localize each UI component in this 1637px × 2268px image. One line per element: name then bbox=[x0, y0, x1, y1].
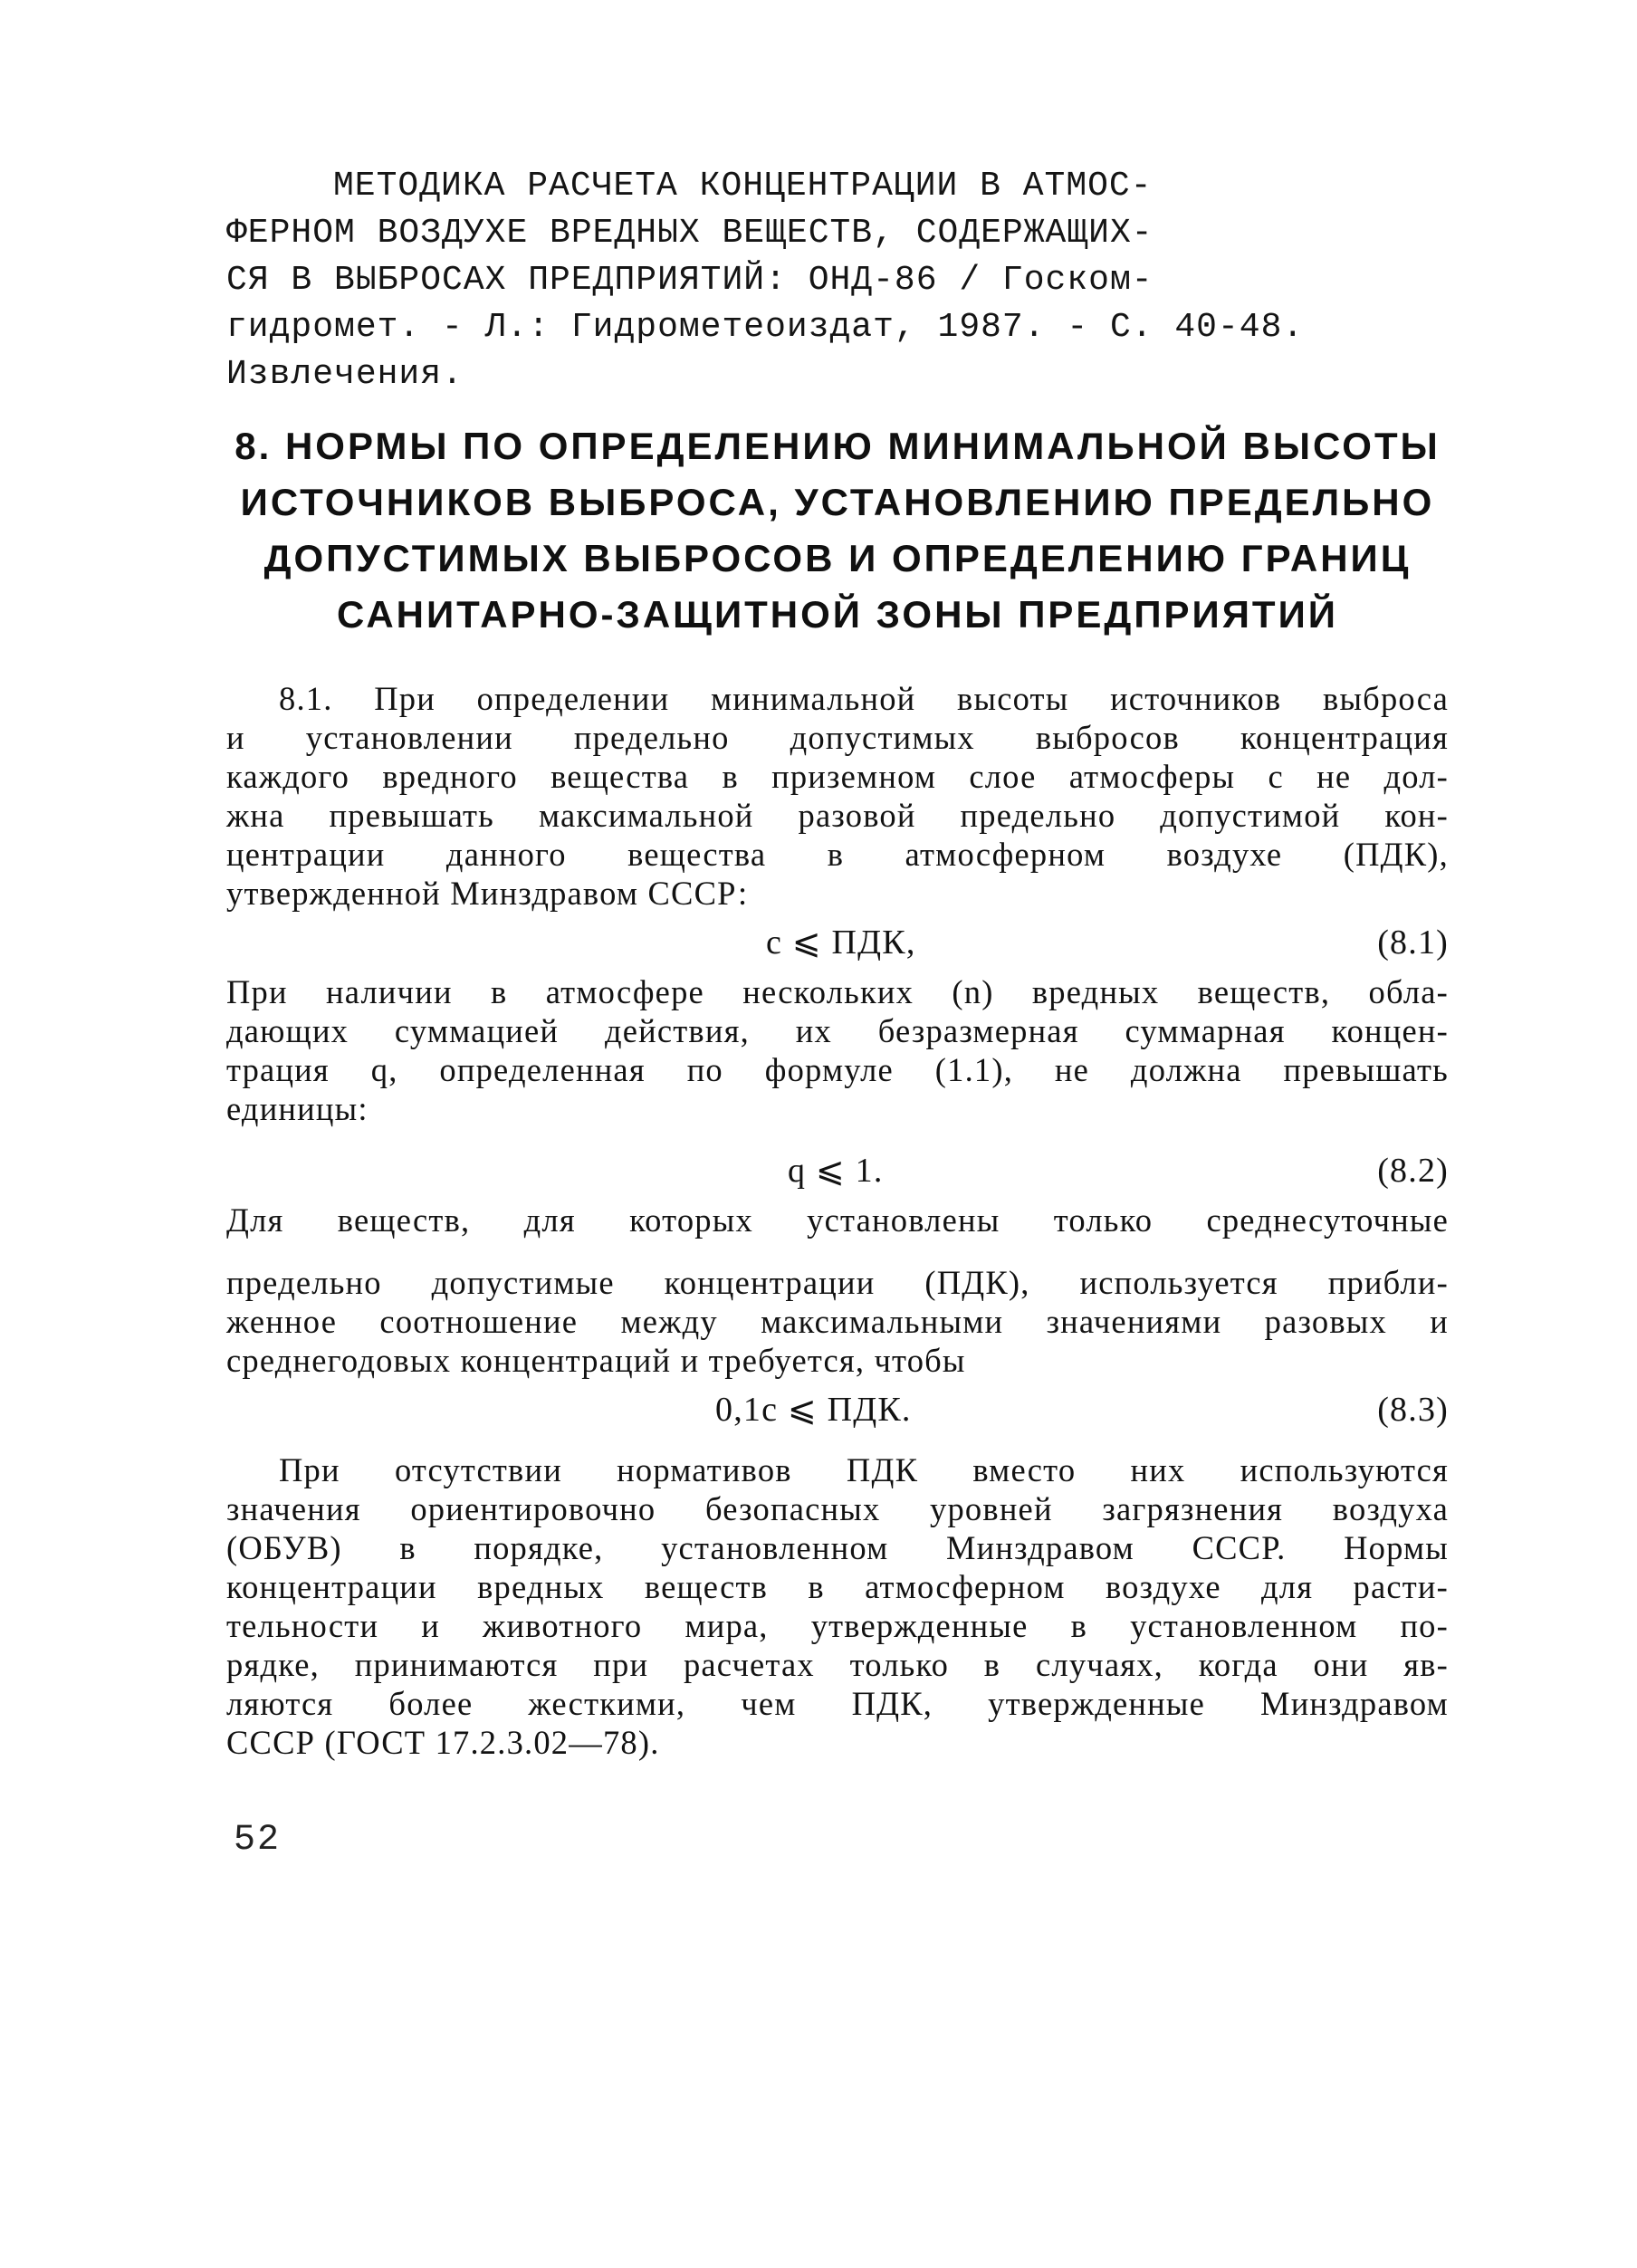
text-line: ляются более жесткими, чем ПДК, утвержденные Минздравом bbox=[226, 1685, 1449, 1722]
heading-line: ИСТОЧНИКОВ ВЫБРОСА, УСТАНОВЛЕНИЮ ПРЕДЕЛЬНО bbox=[240, 481, 1435, 523]
formula-8-1 bbox=[226, 916, 1449, 969]
spacer bbox=[226, 1239, 1449, 1263]
paragraph-daily-average bbox=[226, 1201, 1449, 1380]
text-line: утвержденной Минздравом СССР: bbox=[226, 875, 749, 912]
formula-expression: q ⩽ 1. bbox=[788, 1152, 884, 1190]
text-line: концентрации вредных веществ в атмосферном воздухе для расти- bbox=[226, 1568, 1449, 1605]
text-line: Для веществ, для которых установлены только среднесуточные bbox=[226, 1201, 1449, 1239]
body-text bbox=[226, 679, 1449, 1762]
citation-line: ФЕРНОМ ВОЗДУХЕ ВРЕДНЫХ ВЕЩЕСТВ, СОДЕРЖАЩИХ- bbox=[226, 214, 1154, 253]
bibliographic-citation bbox=[226, 163, 1313, 398]
paragraph-obuv bbox=[226, 1450, 1449, 1762]
formula-8-3 bbox=[226, 1383, 1449, 1436]
paragraph-8-1 bbox=[226, 679, 1449, 913]
text-line: (ОБУВ) в порядке, установленном Минздравом СССР. Нормы bbox=[226, 1529, 1449, 1566]
formula-8-2 bbox=[226, 1144, 1449, 1197]
text-line: При наличии в атмосфере нескольких (n) вредных веществ, обла- bbox=[226, 973, 1449, 1010]
text-line: При отсутствии нормативов ПДК вместо них используются bbox=[279, 1451, 1449, 1488]
text-line: и установлении предельно допустимых выбросов концентрация bbox=[226, 719, 1449, 756]
citation-line: МЕТОДИКА РАСЧЕТА КОНЦЕНТРАЦИИ В АТМОС- bbox=[333, 167, 1153, 206]
text-line: 8.1. При определении минимальной высоты источников выброса bbox=[279, 680, 1449, 717]
formula-number: (8.3) bbox=[1377, 1391, 1449, 1429]
page-number: 52 bbox=[234, 1820, 282, 1861]
section-heading bbox=[226, 418, 1449, 643]
paragraph-summation bbox=[226, 972, 1449, 1128]
text-line: женное соотношение между максимальными значениями разовых и bbox=[226, 1303, 1449, 1340]
formula-expression: c ⩽ ПДК, bbox=[766, 923, 916, 962]
text-line: предельно допустимые концентрации (ПДК), используется прибли- bbox=[226, 1264, 1449, 1301]
text-line: СССР (ГОСТ 17.2.3.02—78). bbox=[226, 1724, 660, 1761]
spacer bbox=[226, 1128, 1449, 1141]
citation-line: СЯ В ВЫБРОСАХ ПРЕДПРИЯТИЙ: ОНД-86 / Госком- bbox=[226, 261, 1154, 300]
formula-expression: 0,1c ⩽ ПДК. bbox=[715, 1391, 912, 1429]
text-line: рядке, принимаются при расчетах только в случаях, когда они яв- bbox=[226, 1646, 1449, 1683]
citation-line: гидромет. - Л.: Гидрометеоиздат, 1987. - С. 40-48. bbox=[226, 308, 1305, 347]
text-line: среднегодовых концентраций и требуется, чтобы bbox=[226, 1342, 966, 1379]
formula-number: (8.1) bbox=[1377, 923, 1449, 962]
text-line: центрации данного вещества в атмосферном воздухе (ПДК), bbox=[226, 836, 1449, 873]
text-line: единицы: bbox=[226, 1090, 369, 1127]
text-line: значения ориентировочно безопасных уровней загрязнения воздуха bbox=[226, 1490, 1449, 1527]
heading-line: ДОПУСТИМЫХ ВЫБРОСОВ И ОПРЕДЕЛЕНИЮ ГРАНИЦ bbox=[263, 537, 1412, 579]
spacer bbox=[226, 1440, 1449, 1450]
text-line: трация q, определенная по формуле (1.1), не должна превышать bbox=[226, 1051, 1449, 1088]
formula-number: (8.2) bbox=[1377, 1152, 1449, 1190]
heading-line: САНИТАРНО-ЗАЩИТНОЙ ЗОНЫ ПРЕДПРИЯТИЙ bbox=[337, 593, 1338, 636]
heading-line: 8. НОРМЫ ПО ОПРЕДЕЛЕНИЮ МИНИМАЛЬНОЙ ВЫСОТЫ bbox=[235, 425, 1441, 467]
text-line: тельности и животного мира, утвержденные в установленном по- bbox=[226, 1607, 1449, 1644]
text-line: каждого вредного вещества в приземном слое атмосферы c не дол- bbox=[226, 758, 1449, 795]
text-line: жна превышать максимальной разовой предельно допустимой кон- bbox=[226, 797, 1449, 834]
text-line: дающих суммацией действия, их безразмерная суммарная концен- bbox=[226, 1012, 1449, 1049]
citation-line: Извлечения. bbox=[226, 355, 464, 394]
